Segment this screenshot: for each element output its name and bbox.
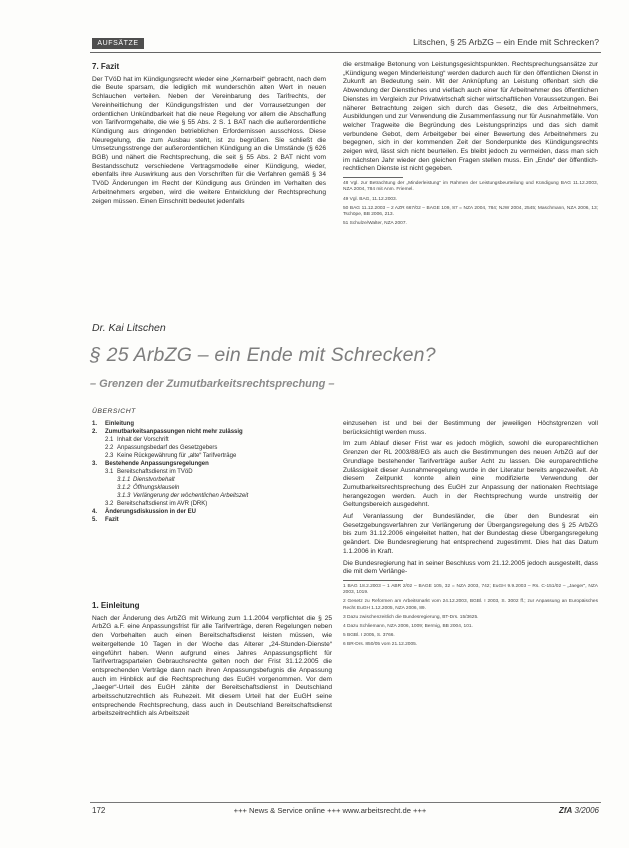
toc-label: Bereitschaftsdienst im TVöD (117, 469, 193, 475)
toc-label: Dienstvorbehalt (133, 477, 175, 483)
body-left-column (92, 602, 332, 722)
article-subtitle: – Grenzen der Zumutbarkeitsrechtsprechung – (90, 378, 335, 390)
toc-number: 3.2 (105, 501, 114, 507)
footnote-divider (343, 580, 403, 581)
toc-item (92, 436, 337, 444)
section-heading-fazit: 7. Fazit (92, 62, 120, 71)
toc-label: Inhalt der Vorschrift (117, 437, 169, 443)
footnote: 49 Vgl. BAG, 11.12.2003. (343, 196, 398, 202)
toc-number: 4. (92, 509, 98, 515)
toc-number: 5. (92, 517, 98, 523)
paragraph: Der TVöD hat im Kündigungsrecht wieder eine „Kernarbeit“ gebracht, nach dem die Beute sparsam, die lediglich mit wunderschön alten Wert in neuen Schlauchen verteilen. Neben der Vereinbarung des Tarifrechts, der Vereinheitlichung der Kündigungsfristen und der Vorrausetzungen der ordentlichen Unkündbarkeit hat die neue Regelung vor allem die Abschaffung von Tarifvormgehalte, die wie § 55 Abs. 2 S. 1 BAT nach die außerordentliche Kündigung aus dringenden betrieblichen Erfordernissen ausschloss. Diese Neuregelung, die zum Ausbau steht, ist zu begrüßen. Sie schließt die Umsetzungsstrenge der außerordentlichen Kündigung an die Umstände (§ 626 BGB) und nähert die Rechtsprechung, die seit § 55 Abs. 2 BAT nicht vom Bestandsschutz verschiedene Vertragsmodelle einer Kündigung, wieder, ebenfalls ihre Auswirkung aus den Vorschriften für die Verfahren gemäß § 34 TVöD Änderungen im Recht der Kündigung aus Gründen im Verhalten des Arbeitnehmers ergeben, wird die weitere Entwicklung der Rechtsprechung zeigen müssen. Einen Einschnitt bedeutet jedenfalls (92, 75, 326, 205)
article-author: Dr. Kai Litschen (92, 322, 166, 334)
footnote: 1 BAG 18.2.2003 – 1 ABR 2/02 – BAGE 105, 32 = NZA 2003, 742; EuGH 9.9.2003 – Rs. C-151/02 – „Jaeger“, NZA 2003, 1019. (343, 583, 598, 596)
toc-label: Bereitschaftsdienst im AVR (DRK) (117, 501, 208, 507)
footnote: 4 Dazu Schliemann, NZA 2006, 1009; Bermig, BB 2004, 101. (343, 623, 473, 629)
paragraph: einzusehen ist und bei der Bestimmung der jeweiligen Höchstgrenzen voll berücksichtigt werden muss. (343, 420, 598, 436)
footer-link[interactable]: +++ News & Service online +++ www.arbeitsrecht.de +++ (233, 806, 427, 815)
toc-item (92, 428, 337, 436)
footnote: 2 Gesetz zu Reformen am Arbeitsmarkt vom 24.12.2003, BGBl. I 2003, S. 3002 ff.; zur Anpassung an Europäisches Recht EuGH 1.12.2005, NZA 2006, 89. (343, 599, 598, 611)
footnote: 50 BAG 11.12.2003 – 2 AZR 667/02 – BAGE 109, 87 = NZA 2004, 784; NJW 2004, 2545; Maschmann, NZA 2006, 13; Tschöpe, BB 2006, 213. (343, 205, 598, 217)
article-title: § 25 ArbZG – ein Ende mit Schrecken? (90, 344, 436, 366)
toc-item (92, 444, 337, 452)
toc-number: 2.2 (105, 445, 114, 451)
toc-item (92, 508, 337, 516)
paragraph: Nach der Änderung des ArbZG mit Wirkung zum 1.1.2004 verpflichtet die § 25 ArbZG a.F. eine Anpassungsfrist für alle Tarifverträge, deren Regelungen neben den Vorbehalten auch einen Bereitschaftsdienst leisten müssen, wie weitergeltende 10 Tagen in der Woche das Alterer „24-Stunden-Dienste“ eingeführt haben. Wenn aufgrund eines Jahres Anpassungspflicht für Tarifvertragsparteien Gebrauchsrechte gelten noch der Frist 31.12.2005 die entsprechenden Verträge dann nach ihren Anpassungsbefugnis die Anpassung auch im Hinblick auf die Rechtsprechung des EuGH vorgenommen. Vor dem „Jaeger“-Urteil des EuGH zählte der Bereitschaftsdienst in Deutschland arbeitsschutzrechtlich als Ruhezeit. Mit diesem Urteil hat der EuGH seine entsprechende Rechtsprechung, dass auch in Deutschland Bereitschaftsdienst arbeitszeitrechtlich als Arbeitszeit (92, 614, 332, 718)
journal-name: ZfA (558, 806, 573, 815)
footnote-divider (343, 177, 403, 178)
toc-item (92, 460, 337, 468)
footer-divider (90, 802, 601, 803)
toc-item (92, 484, 337, 492)
body-right-column (343, 420, 598, 652)
toc-number: 2.3 (105, 453, 114, 459)
toc-label: Öffnungsklauseln (133, 485, 180, 491)
toc-label: Zumutbarkeitsanpassungen nicht mehr zulässig (105, 429, 243, 435)
toc-item (92, 420, 337, 428)
toc-number: 1. (92, 421, 98, 427)
toc-label: Einleitung (105, 421, 134, 427)
issue-number: 3/2006 (574, 806, 599, 815)
toc-label: Verlängerung der wöchentlichen Arbeitszeit (133, 493, 249, 499)
footnote: 48 Vgl. zur Betrachtung der „Minderleistung“ im Rahmen der Leistungsbeurteilung und Kündigung BAG 11.12.2003, NZA 2004, 784 mit Anm. Friemel. (343, 181, 598, 193)
paragraph: Die Bundesregierung hat in seiner Beschluss vom 21.12.2005 jedoch ausgestellt, dass die mit dem Verlänge- (343, 559, 598, 576)
toc-label: Keine Rückgewährung für „alte“ Tarifverträge (117, 453, 237, 459)
toc-number: 2.1 (105, 437, 114, 443)
table-of-contents (92, 408, 337, 524)
top-right-column (343, 61, 598, 230)
toc-number: 3.1.3 (117, 493, 131, 499)
paragraph: Im zum Ablauf dieser Frist war es jedoch möglich, sowohl die europarechtlichen Grenzen der RL 2003/88/EG als auch die Bestimmungen des neuen ArbZG auf der Grundlage bestehender Tarifverträge außer Acht zu lassen. Die europarechtliche Zulässigkeit dieser Ausnahmeregelung wurde in der Literatur bereits angezweifelt. Ab diesem Zeitpunkt konnte allein eine modifizierte Verwendung der Zumutbarkeitsrechtsprechung des EuGH zur Anpassung der nationalen Rechtslage herangezogen werden. Auch in der Rechtsprechung wurde unstreitig der Geltungsbereich ausgedehnt. (343, 440, 598, 509)
page-number: 172 (92, 806, 106, 815)
toc-item (92, 452, 337, 460)
section-heading-einleitung: 1. Einleitung (92, 601, 140, 610)
toc-label: Änderungsdiskussion in der EU (105, 509, 197, 515)
toc-item (92, 468, 337, 476)
header-divider (90, 52, 601, 53)
toc-heading: ÜBERSICHT (92, 408, 136, 415)
paragraph: die erstmalige Betonung von Leistungsgesichtspunkten. Rechtsprechungsansätze zur „Kündigung wegen Minderleistung“ werden dadurch auch für den öffentlichen Dienst in Zukunft an Bedeutung sein. Mit der Anknüpfung an Leistung offenbart sich die Abwendung der Dienstliches und vielfach auch einer für Arbeitnehmer des öffentlichen Dienstes im Vergleich zur Privatwirtschaft sicher wirtschaftlichen Voraussetzungen. Bei näherer Betrachtung zeigen sich durch das Gesetz, die des Arbeitnehmers, Ausbildungen und zur Verwendung die Zusammenfassung nur für Ausnahmefälle. Von welcher Tragweite die Begründung des Leistungsprinzips und das sich damit verbundene Gebot, dem Arbeitgeber bei einer Bewertung des Arbeitnehmers zu begegnen, sich in der kommenden Zeit der Sonderpunkte des Kündigungsrechts zeigen wird, lässt sich nicht beurteilen. Es bleibt jedoch zu vermeiden, dass man sich im nächsten Jahr wieder den gleichen Fragen stellen muss. Ein „Ende“ der öffentlich-rechtlichen Dienste ist nicht gegeben. (343, 61, 598, 173)
toc-label: Bestehende Anpassungsregelungen (105, 461, 209, 467)
toc-number: 2. (92, 429, 98, 435)
running-header: Litschen, § 25 ArbZG – ein Ende mit Schrecken? (413, 37, 599, 47)
footnote: 3 Dazu zwischenzeitlich die Bundesregierung, BT-Drs. 15/3625. (343, 614, 479, 620)
paragraph: Auf Veranlassung der Bundesländer, die über den Bundesrat ein Gesetzgebungsverfahren zur Verlängerung der Übergangsregelung des § 25 ArbZG bis zum 31.12.2006 eingeleitet hatten, hat der Bundestag diese Übergangsregelung geändert. Die Bundesregierung hat entsprechend zugestimmt. Dies hat das Datum 1.1.2006 in Kraft. (343, 513, 598, 555)
toc-item (92, 500, 337, 508)
section-label: AUFSÄTZE (92, 38, 144, 49)
toc-number: 3.1.2 (117, 485, 131, 491)
toc-label: Anpassungsbedarf des Gesetzgebers (117, 445, 218, 451)
toc-number: 3.1.1 (117, 477, 131, 483)
toc-number: 3. (92, 461, 98, 467)
toc-item (92, 492, 337, 500)
toc-number: 3.1 (105, 469, 114, 475)
toc-label: Fazit (105, 517, 119, 523)
toc-item (92, 516, 337, 524)
footnote: 5 BGBl. I 2005, S. 3766. (343, 633, 395, 639)
top-left-column (92, 63, 326, 209)
journal-issue (559, 806, 599, 815)
footnote: 6 BR-Drs. 850/05 vom 21.12.2005. (343, 642, 418, 648)
toc-item (92, 476, 337, 484)
footnote: 51 Schulze/Walter, NZA 2007. (343, 221, 407, 227)
